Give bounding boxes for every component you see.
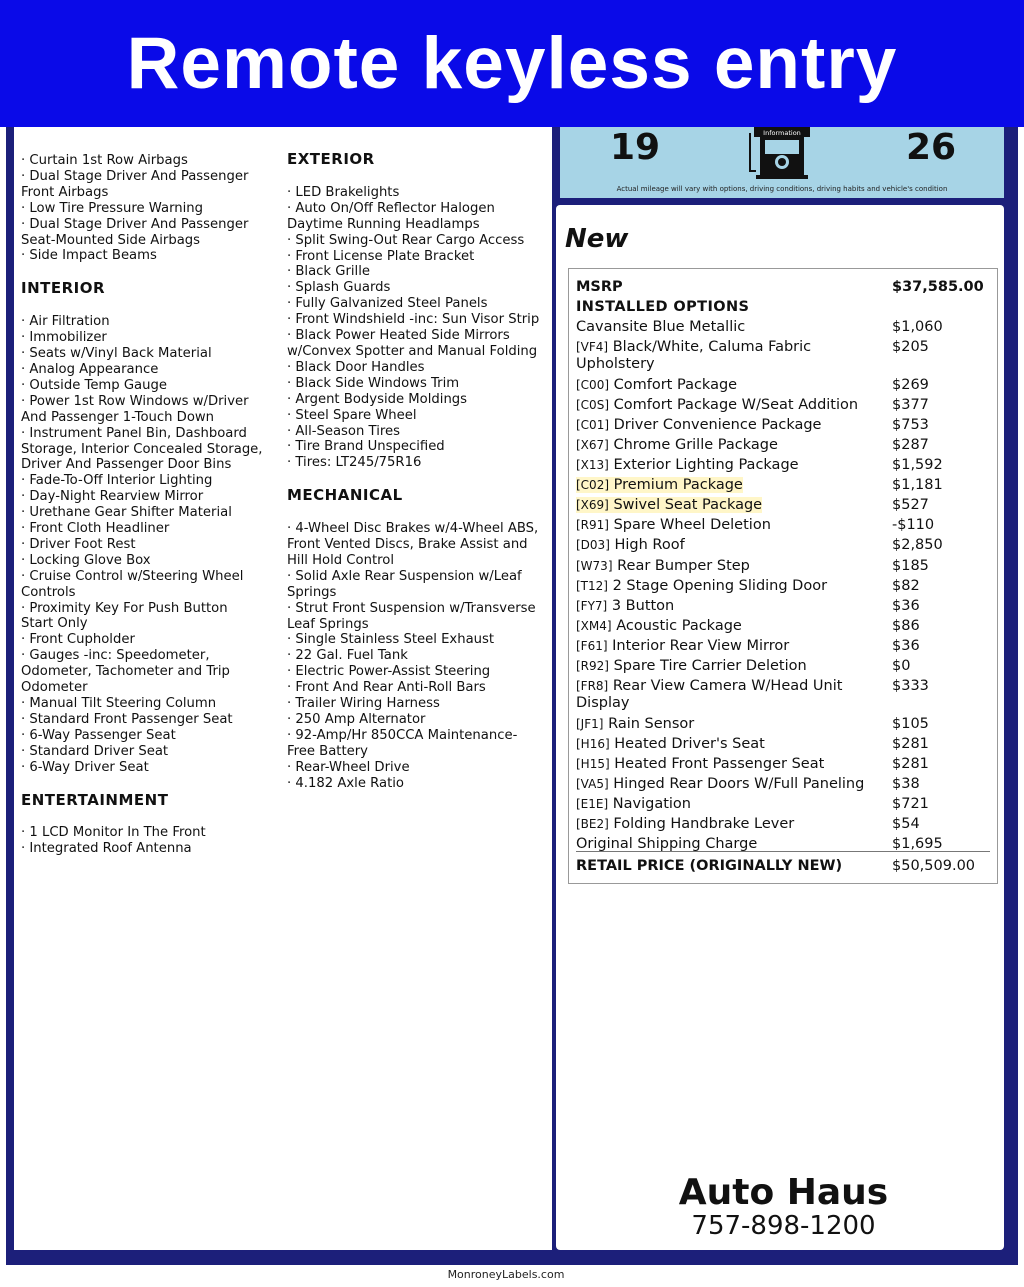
option-code: [VF4] [576,340,609,355]
fuel-economy-box [560,117,1004,198]
option-code: [C0S] [576,397,609,412]
pump-label: Information [763,129,801,137]
option-code: [X69] [576,498,609,513]
option-label [576,377,876,394]
feature-item: Daytime Running Headlamps [287,216,480,232]
feature-item: And Passenger 1-Touch Down [21,409,215,425]
option-name: Rear Bumper Step [617,557,750,574]
option-label [576,339,876,373]
option-label [576,477,876,494]
option-label [576,397,876,414]
feature-item: · Single Stainless Steel Exhaust [287,632,495,648]
msrp-label: MSRP [576,279,623,295]
option-name: Navigation [612,796,691,812]
option-label [576,517,876,534]
option-label [576,638,876,655]
feature-item: · 6-Way Driver Seat [21,759,149,775]
option-name-continued: Upholstery [576,356,655,373]
feature-item: · Standard Front Passenger Seat [21,711,233,727]
option-price: $269 [892,376,929,393]
feature-item: · Locking Glove Box [21,552,151,568]
feature-item: · Steel Spare Wheel [287,407,417,423]
feature-item: · Black Power Heated Side Mirrors [287,328,510,344]
feature-item: · 6-Way Passenger Seat [21,727,176,743]
option-label [576,319,876,336]
feature-item: · Air Filtration [21,314,110,330]
feature-item: · Curtain 1st Row Airbags [21,153,188,168]
option-code: [VA5] [576,776,609,791]
option-price: $54 [892,816,920,833]
feature-item: w/Convex Spotter and Manual Folding [287,343,538,359]
feature-item: · Front Windshield -inc: Sun Visor Strip [287,312,540,328]
option-code: [F61] [576,638,608,653]
option-code: [C01] [576,417,610,432]
option-price: $281 [892,735,929,752]
option-name: Cavansite Blue Metallic [576,319,746,335]
feature-section [287,488,552,791]
option-code: [R91] [576,518,609,533]
option-label [576,417,876,434]
feature-item: Start Only [21,616,88,632]
feature-item: · Tires: LT245/75R16 [287,455,422,471]
middle-feature-column [287,152,552,809]
option-price: $0 [892,658,911,674]
feature-item: · Front License Plate Bracket [287,248,475,264]
feature-item: · 4-Wheel Disc Brakes w/4-Wheel ABS, [287,521,539,537]
option-code: [C00] [576,377,610,392]
option-price: $527 [892,497,929,514]
option-name: Folding Handbrake Lever [613,816,795,833]
msrp-value: $37,585.00 [892,279,984,295]
option-price: $185 [892,557,929,574]
option-price: $721 [892,796,929,812]
option-code: [XM4] [576,618,612,633]
feature-item: · Front And Rear Anti-Roll Bars [287,680,486,696]
dealer-phone: 757-898-1200 [691,1211,876,1241]
price-box [568,268,998,884]
option-name: Comfort Package [613,376,738,393]
option-price: $753 [892,416,929,433]
feature-item: · LED Brakelights [287,184,400,200]
option-label [576,537,876,554]
option-label [576,756,876,773]
option-label [576,796,876,813]
feature-item: Controls [21,584,76,600]
option-price: $86 [892,617,920,634]
option-price: $205 [892,339,929,356]
feature-item: · 92-Amp/Hr 850CCA Maintenance- [287,727,518,743]
feature-item: · Side Impact Beams [21,248,157,264]
option-name: Premium Package [613,477,743,494]
option-price: $1,592 [892,457,943,473]
feature-item: · Black Side Windows Trim [287,375,460,391]
feature-item: · Front Cloth Headliner [21,521,170,537]
option-code: [D03] [576,538,610,553]
option-code: [FY7] [576,598,608,613]
feature-item: · Seats w/Vinyl Back Material [21,346,212,362]
option-label [576,776,876,793]
total-label: RETAIL PRICE (ORIGINALLY NEW) [576,858,843,874]
option-price: $2,850 [892,537,943,554]
feature-item: · 4.182 Axle Ratio [287,775,404,791]
option-code: [T12] [576,578,608,593]
feature-item: · Urethane Gear Shifter Material [21,505,232,521]
option-label [576,618,876,635]
option-code: [H15] [576,756,610,771]
option-label [576,736,876,753]
option-code: [H16] [576,736,610,751]
option-code: [R92] [576,659,609,673]
option-name: Driver Convenience Package [613,416,822,433]
feature-item: · Dual Stage Driver And Passenger [21,168,249,184]
feature-item: · Split Swing-Out Rear Cargo Access [287,232,525,248]
option-price: $287 [892,436,929,453]
feature-item: Storage, Interior Concealed Storage, [21,441,263,457]
option-label [576,836,876,853]
feature-item: · Trailer Wiring Harness [287,696,440,712]
option-name-continued: Display [576,695,630,712]
dealer-name: Auto Haus [678,1172,889,1213]
option-label [576,678,876,712]
highway-mpg: 26 [906,127,957,168]
total-value: $50,509.00 [892,858,976,874]
option-price: -$110 [892,517,935,534]
feature-item: · Electric Power-Assist Steering [287,664,491,680]
feature-item: · Fade-To-Off Interior Lighting [21,473,213,489]
feature-item: Front Vented Discs, Brake Assist and [287,537,528,553]
option-price: $281 [892,755,929,772]
option-name: Chrome Grille Package [613,436,778,453]
option-name: Rain Sensor [608,715,695,732]
feature-item: · Auto On/Off Reflector Halogen [287,200,495,216]
mileage-note: Actual mileage will vary with options, driving conditions, driving habits and vehicle's condition [616,185,948,193]
option-code: [FR8] [576,679,609,694]
feature-item: · Day-Night Rearview Mirror [21,489,204,505]
feature-item: · Dual Stage Driver And Passenger [21,216,249,232]
feature-item: · Cruise Control w/Steering Wheel [21,568,244,584]
option-price: $1,060 [892,319,943,335]
feature-item: · Low Tire Pressure Warning [21,200,204,216]
option-label [576,598,876,615]
feature-item: · Power 1st Row Windows w/Driver [21,393,249,409]
feature-item: Odometer [21,680,88,696]
feature-item: · Splash Guards [287,280,391,296]
option-name: High Roof [614,537,685,554]
option-name: Spare Tire Carrier Deletion [613,658,807,674]
feature-item: · Tire Brand Unspecified [287,439,445,455]
feature-item: · Strut Front Suspension w/Transverse [287,600,536,616]
option-label [576,816,876,833]
option-label [576,558,876,575]
feature-item: · Fully Galvanized Steel Panels [287,296,488,312]
option-label [576,716,876,733]
option-name: Heated Front Passenger Seat [614,755,825,772]
feature-item: Free Battery [287,743,368,759]
option-price: $36 [892,637,920,654]
option-price: $82 [892,577,920,594]
feature-item: Springs [287,584,337,600]
option-name: 3 Button [611,597,675,614]
option-label [576,437,876,454]
feature-item: · Manual Tilt Steering Column [21,696,217,711]
option-label [576,658,876,675]
section-heading: EXTERIOR [287,150,375,168]
feature-item: Leaf Springs [287,616,369,632]
option-name: Hinged Rear Doors W/Full Paneling [613,775,865,792]
feature-item: · Driver Foot Rest [21,536,136,552]
feature-item: · 1 LCD Monitor In The Front [21,825,206,841]
option-price: $38 [892,775,920,792]
section-heading: MECHANICAL [287,486,403,505]
feature-item: · Rear-Wheel Drive [287,759,410,775]
option-name: Heated Driver's Seat [614,735,765,752]
feature-item: · Instrument Panel Bin, Dashboard [21,425,247,441]
option-name: Spare Wheel Deletion [613,517,771,534]
feature-item: Odometer, Tachometer and Trip [21,664,230,680]
feature-item: · Solid Axle Rear Suspension w/Leaf [287,568,522,584]
option-name: Interior Rear View Mirror [612,637,790,654]
feature-section [287,152,552,471]
option-price: $333 [892,678,929,695]
feature-item: · Immobilizer [21,330,107,346]
feature-item: · Standard Driver Seat [21,743,169,759]
option-label [576,578,876,595]
option-name: Swivel Seat Package [613,497,763,514]
feature-item: · Outside Temp Gauge [21,377,167,393]
condition-label: New [565,224,629,254]
feature-item: Driver And Passenger Door Bins [21,457,232,473]
section-heading: ENTERTAINMENT [21,790,169,809]
option-name: Comfort Package W/Seat Addition [613,396,859,413]
option-name: Exterior Lighting Package [613,457,799,473]
section-heading: INTERIOR [21,279,106,298]
feature-item: · Analog Appearance [21,361,159,377]
option-code: [E1E] [576,797,609,811]
option-label [576,497,876,514]
footer-source: MonroneyLabels.com [447,1268,565,1281]
option-label [576,457,876,474]
option-price: $105 [892,715,929,732]
option-code: [BE2] [576,817,609,832]
feature-section [21,281,283,775]
feature-item: Front Airbags [21,184,109,200]
feature-item: · Argent Bodyside Moldings [287,391,468,407]
feature-section [21,153,283,264]
feature-item: · Front Cupholder [21,632,135,648]
banner-title: Remote keyless entry [126,23,898,104]
option-price: $377 [892,396,929,413]
feature-item: · Black Grille [287,264,371,280]
feature-item: Seat-Mounted Side Airbags [21,232,201,248]
option-name: Original Shipping Charge [576,836,758,853]
feature-item: · Integrated Roof Antenna [21,841,192,857]
option-code: [JF1] [576,716,604,731]
feature-item: · 22 Gal. Fuel Tank [287,648,408,664]
option-code: [C02] [576,478,610,493]
option-code: [X13] [576,458,609,472]
feature-section [21,790,283,858]
city-mpg: 19 [610,127,661,168]
option-name: Rear View Camera W/Head Unit [612,678,843,695]
feature-item: · All-Season Tires [287,423,400,439]
option-name: Black/White, Caluma Fabric [612,339,812,356]
option-code: [X67] [576,437,609,452]
installed-options-heading: INSTALLED OPTIONS [576,299,750,315]
feature-item: · Gauges -inc: Speedometer, [21,648,210,664]
option-price: $1,695 [892,836,943,853]
option-price: $36 [892,597,920,614]
feature-item: · 250 Amp Alternator [287,712,426,727]
option-code: [W73] [576,558,613,573]
option-name: 2 Stage Opening Sliding Door [612,577,828,594]
feature-item: · Proximity Key For Push Button [21,600,228,616]
fuel-pump-icon [736,125,826,181]
feature-item: Hill Hold Control [287,552,394,568]
title-banner [0,0,1024,127]
option-name: Acoustic Package [616,617,742,634]
option-price: $1,181 [892,477,943,494]
left-feature-column [21,153,283,874]
feature-item: · Black Door Handles [287,359,425,375]
